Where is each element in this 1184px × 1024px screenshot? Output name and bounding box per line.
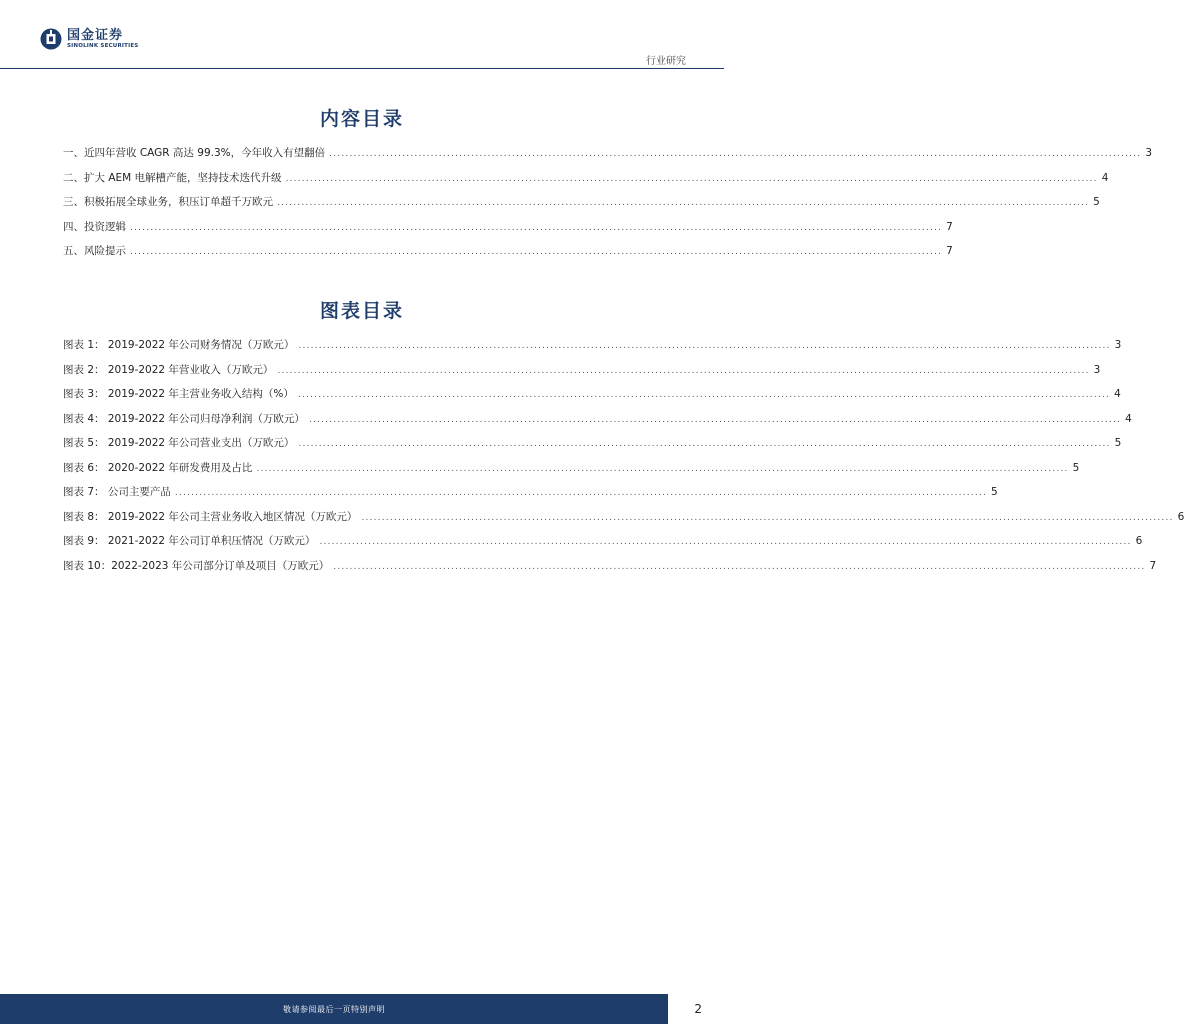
toc-entry-page[interactable]: 5: [991, 486, 998, 498]
figure-entry[interactable]: [63, 509, 1184, 534]
toc-entry-page[interactable]: 3: [1145, 147, 1152, 159]
figure-entry[interactable]: [63, 484, 998, 509]
figure-entry[interactable]: [63, 435, 1122, 460]
footer-notice: 敬请参阅最后一页特别声明: [0, 994, 668, 1024]
dot-leader: ........................................................................................................................................................................................................: [298, 341, 1111, 351]
toc-entry-label[interactable]: 图表 1： 2019-2022 年公司财务情况（万欧元）: [63, 339, 295, 351]
toc-entry-page[interactable]: 3: [1114, 339, 1122, 351]
figure-entry[interactable]: [63, 411, 1132, 436]
figure-entry[interactable]: [63, 558, 1157, 583]
dot-leader: ........................................................................................................................................................................................................: [130, 222, 943, 233]
figure-entry[interactable]: [63, 386, 1121, 411]
dot-leader: ........................................................................................................................................................................................................: [285, 173, 1098, 184]
contents-entry[interactable]: [63, 145, 1152, 170]
toc-entry-label[interactable]: 三、积极拓展全球业务，积压订单超千万欧元: [63, 196, 273, 208]
contents-entry[interactable]: [63, 194, 1100, 219]
dot-leader: ........................................................................................................................................................................................................: [256, 463, 1069, 474]
contents-list: [63, 145, 1152, 268]
dot-leader: ........................................................................................................................................................................................................: [277, 198, 1090, 208]
dot-leader: ........................................................................................................................................................................................................: [333, 561, 1146, 572]
toc-entry-page[interactable]: 5: [1072, 461, 1080, 474]
toc-entry-page[interactable]: 5: [1093, 196, 1100, 208]
toc-entry-label[interactable]: 图表 6： 2020-2022 年研发费用及占比: [63, 461, 253, 474]
toc-entry-label[interactable]: 图表 8： 2019-2022 年公司主营业务收入地区情况（万欧元）: [63, 510, 358, 523]
dot-leader: ........................................................................................................................................................................................................: [319, 537, 1132, 547]
dot-leader: ........................................................................................................................................................................................................: [174, 488, 988, 498]
toc-entry-page[interactable]: 5: [1114, 437, 1122, 449]
contents-entry[interactable]: [63, 243, 953, 268]
contents-entry[interactable]: [63, 170, 1109, 195]
dot-leader: ........................................................................................................................................................................................................: [297, 390, 1111, 400]
toc-entry-page[interactable]: 6: [1135, 535, 1143, 547]
dot-leader: ........................................................................................................................................................................................................: [308, 414, 1122, 425]
toc-entry-label[interactable]: 图表 7： 公司主要产品: [63, 486, 171, 498]
toc-entry-label[interactable]: 四、投资逻辑: [63, 220, 126, 233]
toc-entry-page[interactable]: 4: [1114, 388, 1121, 400]
contents-entry[interactable]: [63, 219, 953, 244]
dot-leader: ........................................................................................................................................................................................................: [130, 247, 943, 257]
toc-entry-label[interactable]: 二、扩大 AEM 电解槽产能，坚持技术迭代升级: [63, 171, 282, 184]
page-number: 2: [694, 1002, 702, 1016]
toc-entry-page[interactable]: 7: [946, 245, 953, 257]
contents-title: 内容目录: [319, 108, 404, 130]
dot-leader: ........................................................................................................................................................................................................: [298, 439, 1111, 449]
figure-entry[interactable]: [63, 533, 1143, 558]
toc-entry-label[interactable]: 图表 3： 2019-2022 年主营业务收入结构（%）: [63, 388, 294, 400]
toc-entry-label[interactable]: 图表 4： 2019-2022 年公司归母净利润（万欧元）: [63, 412, 305, 425]
figure-entry[interactable]: [63, 460, 1080, 485]
dot-leader: ........................................................................................................................................................................................................: [361, 512, 1174, 523]
toc-entry-page[interactable]: 4: [1125, 412, 1132, 425]
company-logo: [40, 28, 138, 50]
logo-chinese-name: 国金证券: [67, 27, 124, 43]
toc-entry-label[interactable]: 五、风险提示: [63, 245, 126, 257]
sinolink-logo-icon: [40, 28, 62, 50]
header-divider: [0, 68, 724, 69]
toc-entry-page[interactable]: 4: [1101, 171, 1109, 184]
toc-entry-label[interactable]: 图表 9： 2021-2022 年公司订单积压情况（万欧元）: [63, 535, 316, 547]
figures-list: [63, 337, 1184, 582]
dot-leader: ........................................................................................................................................................................................................: [329, 149, 1142, 159]
figure-entry[interactable]: [63, 362, 1101, 387]
toc-entry-label[interactable]: 图表 10：2022-2023 年公司部分订单及项目（万欧元）: [63, 559, 330, 572]
toc-entry-label[interactable]: 图表 5： 2019-2022 年公司营业支出（万欧元）: [63, 437, 295, 449]
toc-entry-page[interactable]: 3: [1093, 363, 1101, 376]
page-header: [0, 0, 724, 70]
report-category: 行业研究: [646, 56, 686, 67]
toc-entry-page[interactable]: 6: [1177, 510, 1184, 523]
page-footer: [0, 994, 724, 1024]
toc-entry-label[interactable]: 图表 2： 2019-2022 年营业收入（万欧元）: [63, 363, 274, 376]
toc-entry-page[interactable]: 7: [1149, 559, 1157, 572]
toc-entry-page[interactable]: 7: [946, 220, 953, 233]
logo-english-name: SINOLINK SECURITIES: [67, 42, 139, 49]
figures-title: 图表目录: [319, 300, 404, 322]
figure-entry[interactable]: [63, 337, 1122, 362]
dot-leader: ........................................................................................................................................................................................................: [277, 365, 1090, 376]
toc-entry-label[interactable]: 一、近四年营收 CAGR 高达 99.3%，今年收入有望翻倍: [63, 147, 326, 159]
